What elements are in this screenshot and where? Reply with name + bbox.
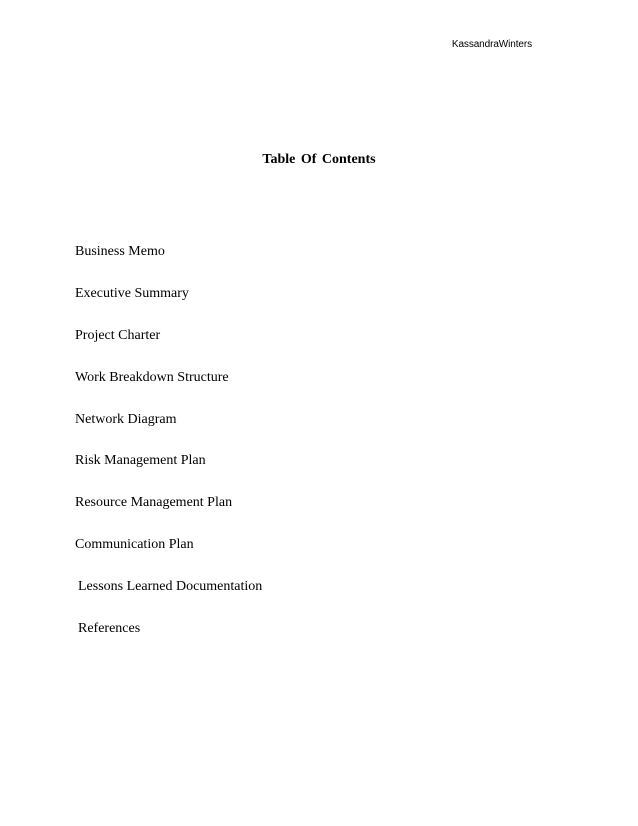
toc-item-communication-plan[interactable]: Communication Plan — [75, 537, 194, 553]
toc-item-lessons-learned[interactable]: Lessons Learned Documentation — [78, 579, 263, 595]
toc-item-executive-summary[interactable]: Executive Summary — [75, 285, 189, 301]
toc-item-references[interactable]: References — [78, 621, 141, 637]
toc-item-business-memo[interactable]: Business Memo — [75, 244, 165, 259]
toc-item-project-charter[interactable]: Project Charter — [75, 327, 161, 343]
toc-list — [75, 243, 262, 662]
toc-item-network-diagram[interactable]: Network Diagram — [75, 411, 177, 427]
toc-item-work-breakdown-structure[interactable]: Work Breakdown Structure — [75, 369, 229, 385]
header-author-name: KassandraWinters — [451, 39, 532, 50]
toc-item-risk-management-plan[interactable]: Risk Management Plan — [75, 453, 206, 469]
page-title: Table Of Contents — [262, 152, 376, 167]
toc-item-resource-management-plan[interactable]: Resource Management Plan — [75, 495, 233, 511]
